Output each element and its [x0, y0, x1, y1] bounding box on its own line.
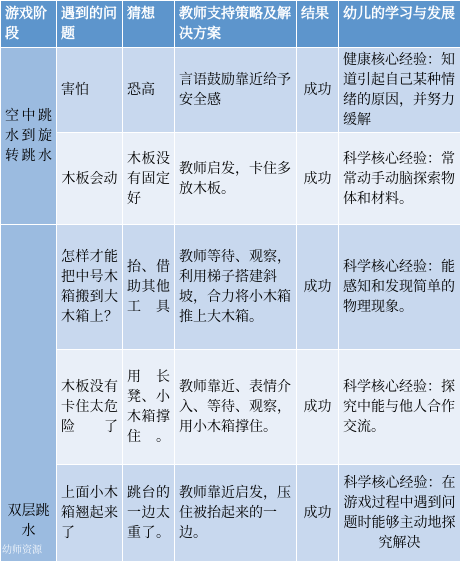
learning-cell: 科学核心经验：常常动手动脑探索物体和材料。	[339, 133, 460, 225]
header-stage: 游戏阶段	[1, 1, 57, 48]
result-cell: 成功	[297, 48, 339, 133]
table-row	[1, 350, 460, 465]
strategy-cell: 教师等待、观察，利用梯子搭建斜坡，合力将小木箱推上大木箱。	[175, 225, 297, 350]
guess-cell: 恐高	[123, 48, 175, 133]
header-problem: 遇到的问题	[57, 1, 123, 48]
problem-cell: 怎样才能把中号木箱搬到大木箱上？	[57, 225, 123, 350]
learning-cell: 健康核心经验：知道引起自己某种情绪的原因，并努力缓解	[339, 48, 460, 133]
watermark: 幼师资源	[2, 541, 42, 556]
stage-cell-first: 空中跳水到旋转跳水	[1, 48, 57, 225]
problem-cell: 上面小木箱翘起来了	[57, 465, 123, 562]
strategy-cell: 言语鼓励靠近给予安全感	[175, 48, 297, 133]
result-cell: 成功	[297, 350, 339, 465]
learning-cell: 科学核心经验：在游戏过程中遇到问题时能够主动地探究解决	[339, 465, 460, 562]
result-cell: 成功	[297, 133, 339, 225]
problem-cell: 木板没有卡住太危险了	[57, 350, 123, 465]
header-learning: 幼儿的学习与发展	[339, 1, 460, 48]
learning-cell: 科学核心经验：能感知和发现简单的物理现象。	[339, 225, 460, 350]
result-cell: 成功	[297, 225, 339, 350]
strategy-cell: 教师靠近、表情介入、等待、观察，用小木箱撑住。	[175, 350, 297, 465]
table-row	[1, 133, 460, 225]
table-row	[1, 225, 460, 350]
strategy-cell: 教师靠近启发，压住被抬起来的一边。	[175, 465, 297, 562]
header-strategy: 教师支持策略及解决方案	[175, 1, 297, 48]
guess-cell: 木板没有固定好	[123, 133, 175, 225]
strategy-cell: 教师启发，卡住多放木板。	[175, 133, 297, 225]
table-row	[1, 465, 460, 562]
header-result: 结果	[297, 1, 339, 48]
problem-cell: 木板会动	[57, 133, 123, 225]
guess-cell: 跳台的一边太重了。	[123, 465, 175, 562]
header-guess: 猜想	[123, 1, 175, 48]
table-row	[1, 48, 460, 133]
guess-cell: 抬、借助其他工具	[123, 225, 175, 350]
result-cell: 成功	[297, 465, 339, 562]
header-row	[1, 1, 460, 48]
problem-cell: 害怕	[57, 48, 123, 133]
stage-cell-second: 双层跳水	[1, 225, 57, 562]
learning-cell: 科学核心经验：探究中能与他人合作交流。	[339, 350, 460, 465]
guess-cell: 用长凳、小木箱撑住。	[123, 350, 175, 465]
